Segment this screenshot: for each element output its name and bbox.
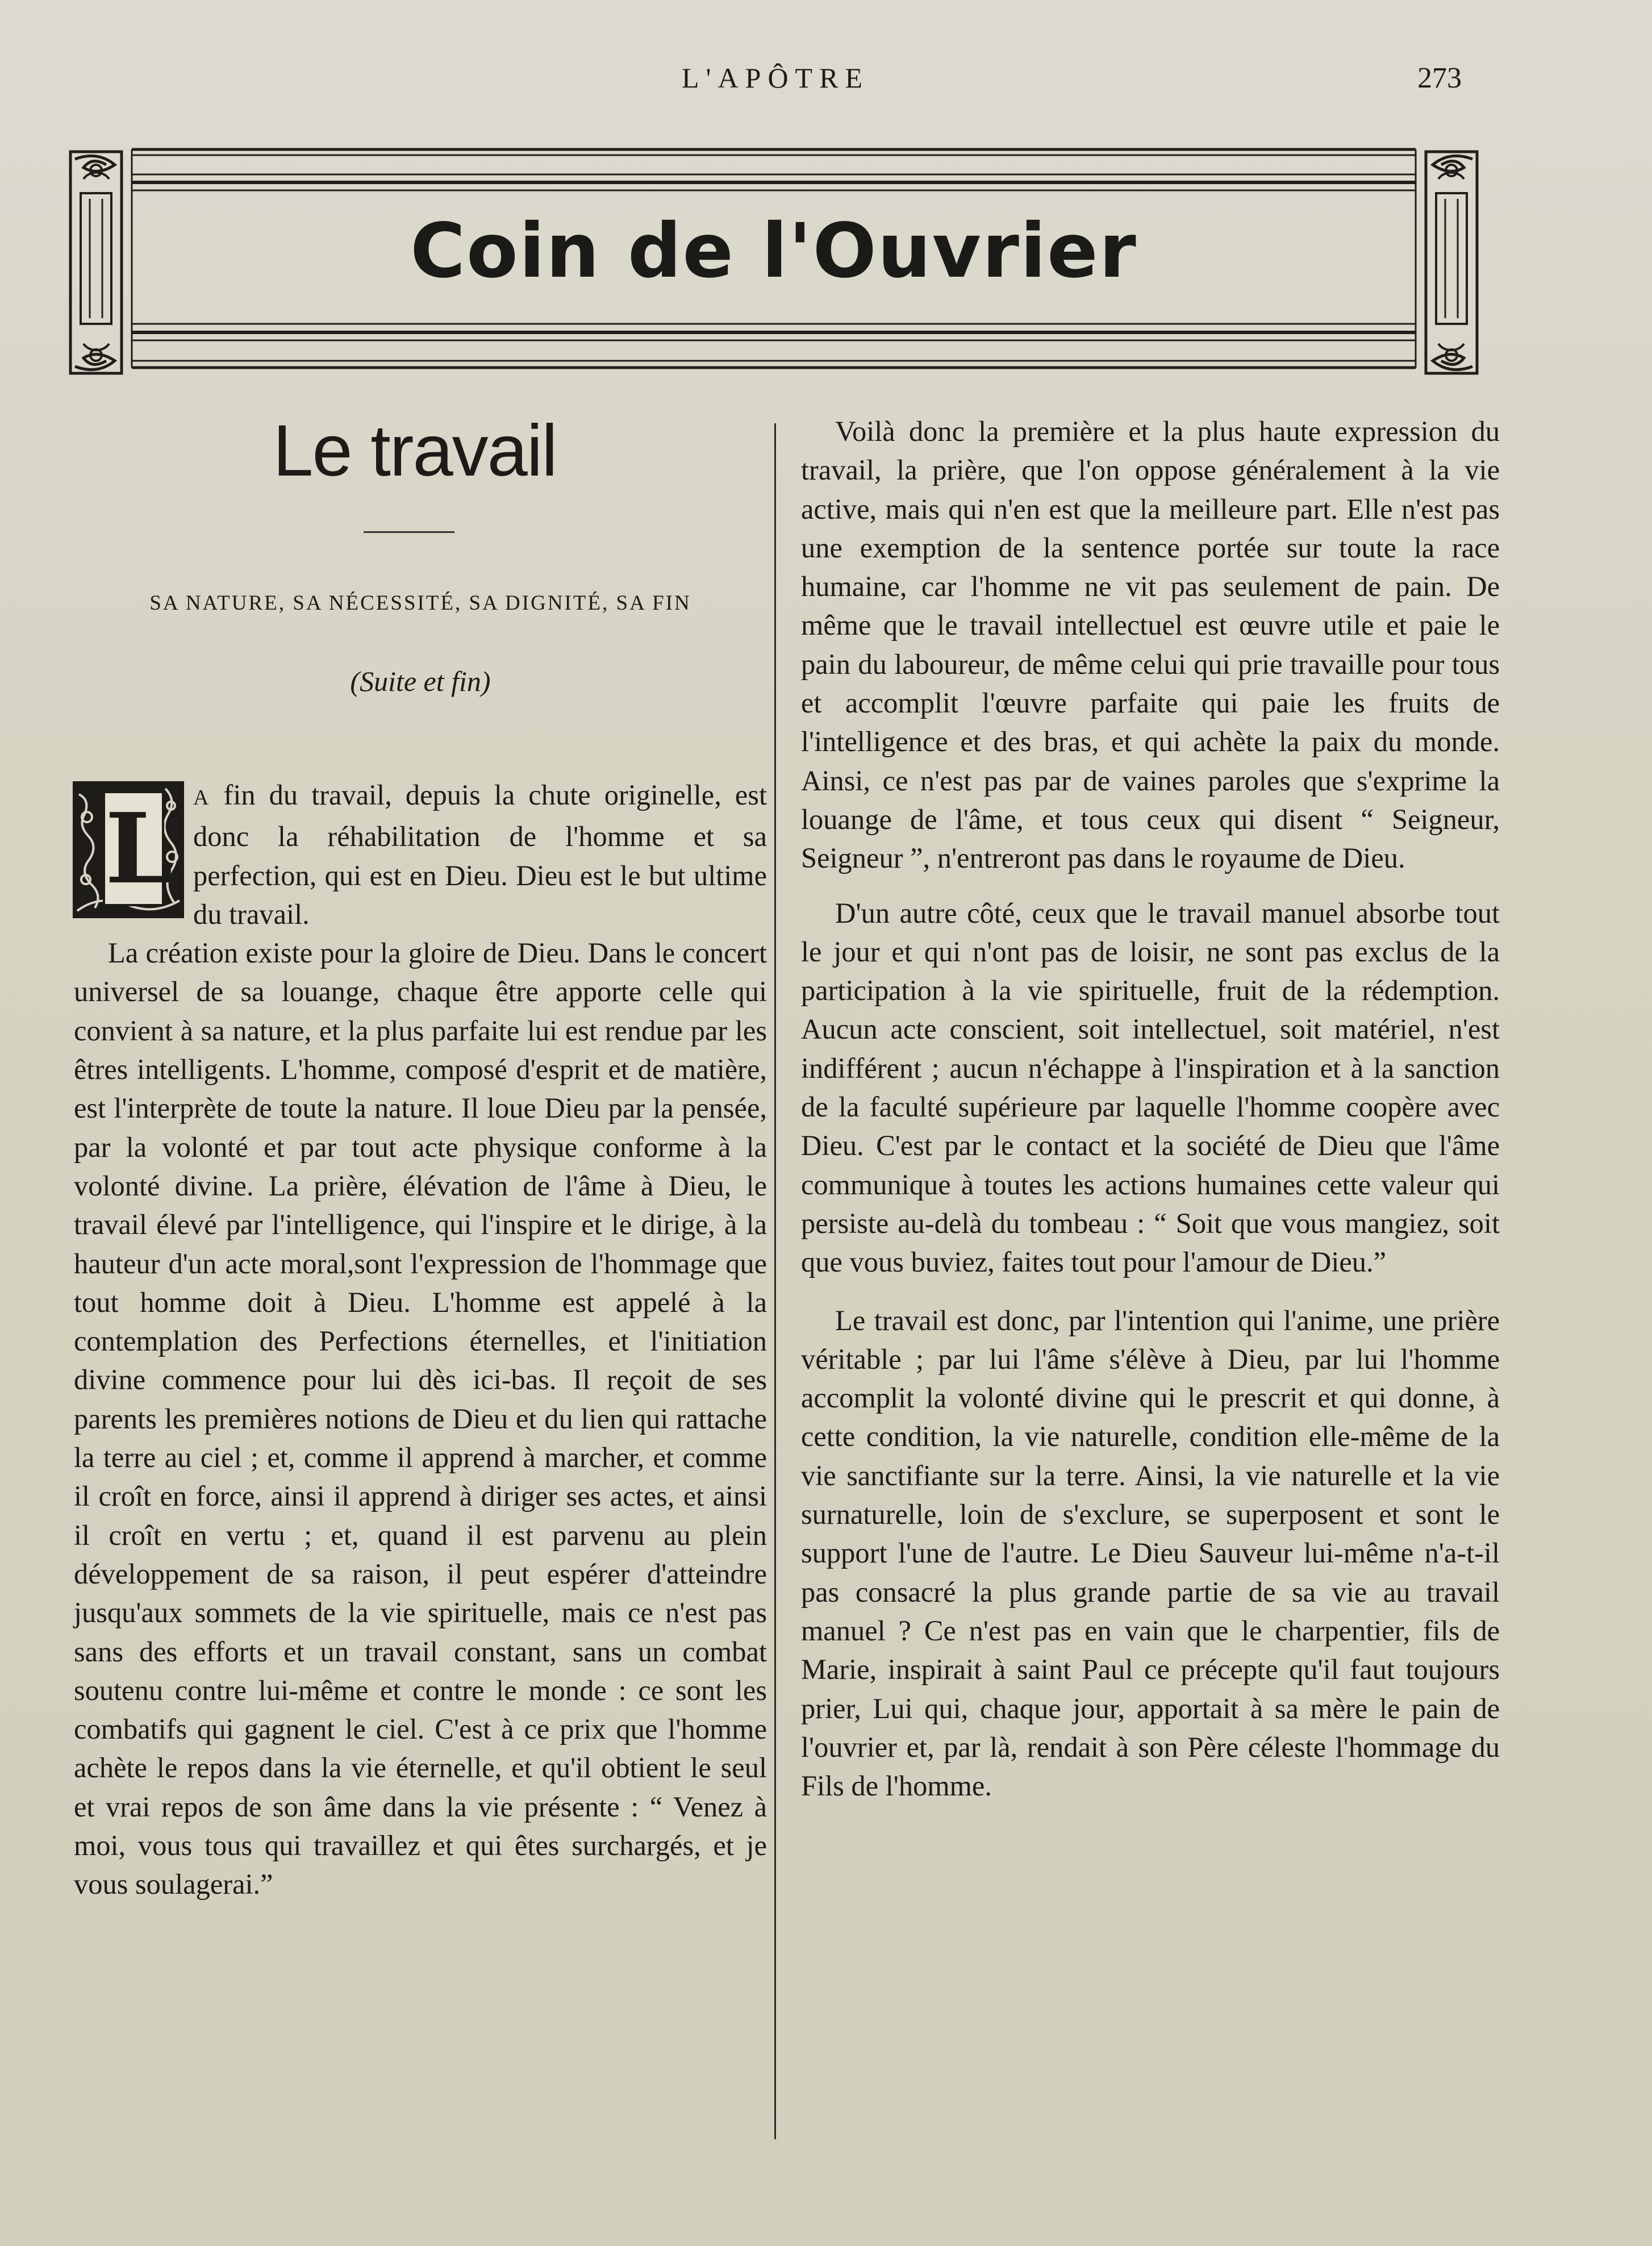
- right-column-text: [801, 412, 1500, 1805]
- section-title: Coin de l'Ouvrier: [410, 207, 1137, 295]
- paragraph-3: Voilà donc la première et la plus haute expression du travail, la prière, que l'on oppose généralement à la vie active, mais qui n'en est que la meilleure part. Elle n'est pas une exemption de la sentence portée sur toute la race humaine, car l'homme ne vit pas seulement de pain. De même que le travail intellectuel est œuvre utile et paie le pain du laboureur, de même celui qui prie travaille pour tous et accomplit l'œuvre parfaite qui paie les fruits de l'intelligence et des bras, et qui achète la paix du monde. Ainsi, ce n'est pas par de vaines paroles que s'exprime la louange de l'âme, et tous ceux qui disent “ Seigneur, Seigneur ”, n'entreront pas dans le royaume de Dieu.: [801, 415, 1500, 874]
- paragraph-5: Le travail est donc, par l'intention qui l'anime, une prière véritable ; par lui l'âme s'élève à Dieu, par lui l'homme accomplit la volonté divine qui le prescrit et qui donne, à cette condition, la vie naturelle, condition elle-même de la vie sanctifiante sur la terre. Ainsi, la vie naturelle et la vie surnaturelle, loin de s'exclure, se superposent et sont le support l'une de l'autre. Le Dieu Sauveur lui-même n'a-t-il pas consacré la plus grande partie de sa vie au travail manuel ? Ce n'est pas en vain que le charpentier, fils de Marie, inspirait à saint Paul ce précepte qu'il faut toujours prier, Lui qui, chaque jour, apportait à sa mère le pain de l'ouvrier et, par là, rendait à son Père céleste l'hommage du Fils de l'homme.: [801, 1304, 1500, 1802]
- article-title: Le travail: [273, 410, 557, 491]
- journal-name: L'APÔTRE: [681, 62, 869, 94]
- continuation-note: (Suite et fin): [350, 665, 491, 697]
- drop-cap: [73, 781, 184, 918]
- paragraph-2: La création existe pour la gloire de Dieu. Dans le concert universel de sa louange, chaque être apporte celle qui convient à sa nature, et la plus parfaite lui est rendue par les êtres intelligents. L'homme, composé d'esprit et de matière, est l'interprète de toute la nature. Il loue Dieu par la pensée, par la volonté et par tout acte physique conforme à la volonté divine. La prière, élévation de l'âme à Dieu, le travail élevé par l'intelligence, qui l'inspire et le dirige, à la hauteur d'un acte moral,sont l'expression de l'hommage que tout homme doit à Dieu. L'homme est appelé à la contemplation des Perfections éternelles, et l'initiation divine commence pour lui dès ici-bas. Il reçoit de ses parents les premières notions de Dieu et du lien qui rattache la terre au ciel ; et, comme il apprend à marcher, et comme il croît en force, ainsi il apprend à diriger ses actes, et ainsi il croît en vertu ; et, quand il est parvenu au plein développement de sa raison, il peut espérer d'atteindre jusqu'aux sommets de la vie spirituelle, mais ce n'est pas sans des efforts et un travail constant, sans un combat soutenu contre lui-même et contre le monde : ce sont les combatifs qui gagnent le ciel. C'est à ce prix que l'homme achète le repos dans la vie éternelle, et qu'il obtient le seul et vrai repos de son âme dans la vie présente : “ Venez à moi, vous tous qui travaillez et qui êtes surchargés, et je vous soulagerai.”: [74, 937, 767, 1901]
- drop-cap-letter: L: [103, 791, 164, 906]
- section-banner: [64, 145, 1484, 381]
- left-column-text: [74, 776, 767, 1904]
- title-rule: [364, 531, 454, 533]
- paragraph-4: D'un autre côté, ceux que le travail manuel absorbe tout le jour et qui n'ont pas de loisir, ne sont pas exclus de la participation à la vie spirituelle, fruit de la rédemption. Aucun acte conscient, soit intellectuel, soit matériel, n'est indifférent ; aucun n'échappe à l'inspiration et à la sanction de la faculté supérieure par laquelle l'homme coopère avec Dieu. C'est par le contact et la société de Dieu que l'âme communique à toutes les actions humaines cette valeur qui persiste au-delà du tombeau : “ Soit que vous mangiez, soit que vous buviez, faites tout pour l'amour de Dieu.”: [801, 897, 1500, 1278]
- article-subtitle: SA NATURE, SA NÉCESSITÉ, SA DIGNITÉ, SA FIN: [149, 591, 691, 615]
- first-paragraph-text: fin du travail, depuis la chute originelle, est donc la réhabilitation de l'homme et sa perfection, qui est en Dieu. Dieu est le but ultime du travail.: [193, 779, 767, 930]
- column-divider: [774, 423, 776, 2139]
- first-word-smallcaps: A: [193, 786, 210, 810]
- page-number: 273: [1417, 62, 1462, 94]
- running-head: [0, 61, 1652, 107]
